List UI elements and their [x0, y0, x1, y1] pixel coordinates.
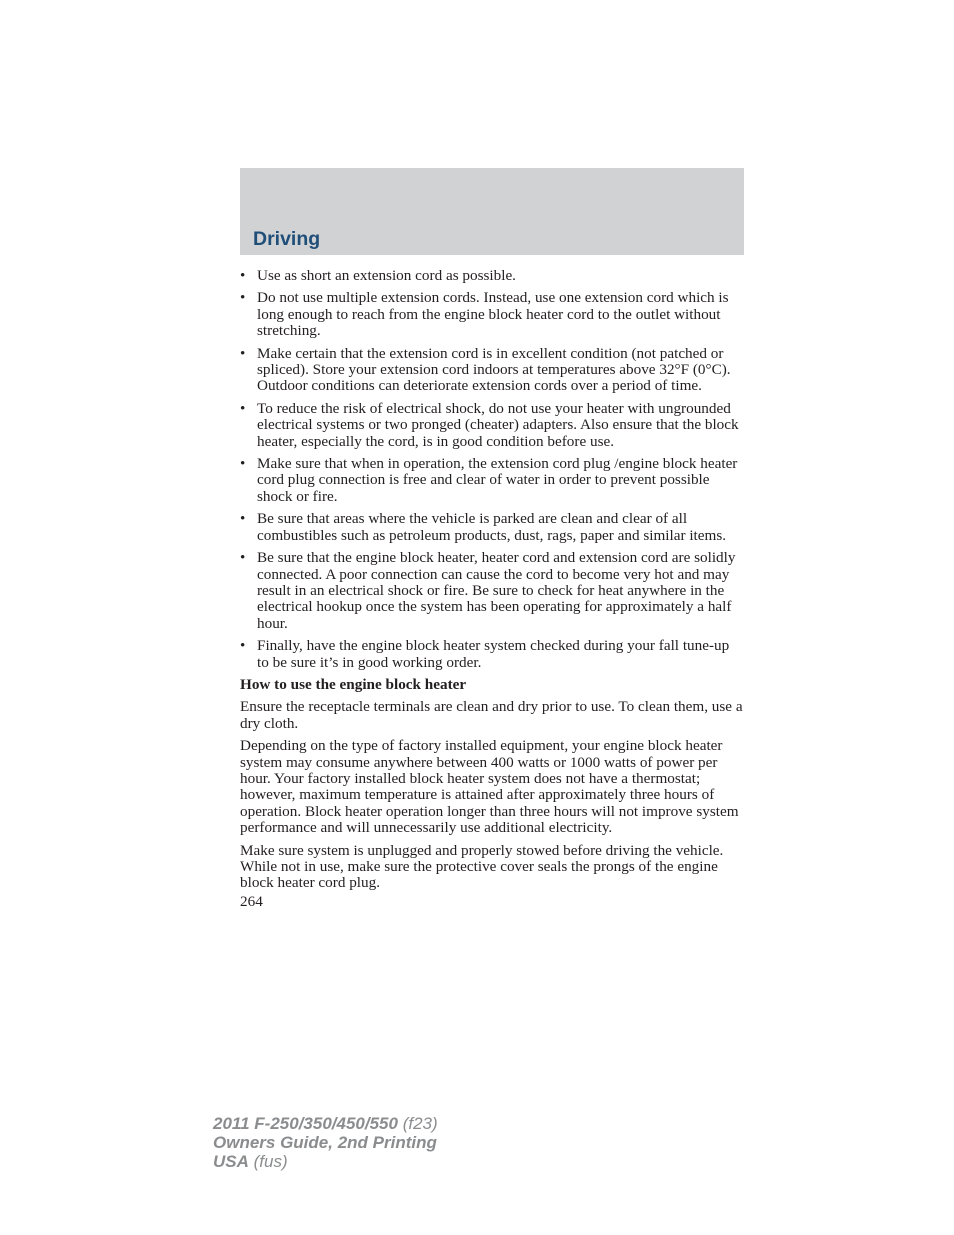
list-item	[240, 511, 744, 544]
bullet-icon: •	[240, 289, 246, 307]
bullet-icon: •	[240, 455, 246, 473]
bullet-list	[240, 268, 744, 671]
paragraph: Ensure the receptacle terminals are clean and dry prior to use. To clean them, use a dry cloth.	[240, 698, 743, 732]
page-content	[240, 268, 744, 910]
bullet-icon: •	[240, 344, 246, 362]
list-item	[240, 290, 744, 339]
list-item	[240, 401, 744, 450]
paragraph: Depending on the type of factory installed equipment, your engine block heater system may consume anywhere between 400 watts or 1000 watts of power per hour. Your factory installed block heater system does not have a thermostat; however, maximum temperature is attained after approximately three hours of operation. Block heater operation longer than three hours will not improve system performance and will unnecessarily use additional electricity.	[240, 737, 739, 837]
list-item-text: Make sure that when in operation, the extension cord plug /engine block heater cord plug connection is free and clear of water in order to prevent possible shock or fire.	[257, 455, 738, 505]
list-item	[240, 268, 744, 284]
paragraph: Make sure system is unplugged and properly stowed before driving the vehicle. While not in use, make sure the protective cover seals the prongs of the engine block heater cord plug.	[240, 841, 724, 892]
list-item-text: Finally, have the engine block heater system checked during your fall tune-up to be sure it’s in good working order.	[257, 637, 730, 671]
footer-line-guide	[213, 1133, 438, 1152]
bullet-icon: •	[240, 637, 246, 655]
list-item-text: To reduce the risk of electrical shock, do not use your heater with ungrounded electrical systems or two pronged (cheater) adapters. Also ensure that the block heater, especially the cord, is in good condition before use.	[257, 399, 739, 450]
footer-line-market	[213, 1152, 438, 1171]
subheading: How to use the engine block heater	[240, 675, 467, 693]
bullet-icon: •	[240, 399, 246, 417]
footer-market-code: (fus)	[253, 1152, 288, 1171]
page-number: 264	[240, 892, 263, 910]
document-footer	[213, 1114, 438, 1171]
footer-model: 2011 F-250/350/450/550	[213, 1114, 398, 1133]
list-item	[240, 550, 744, 632]
list-item-text: Be sure that areas where the vehicle is parked are clean and clear of all combustibles such as petroleum products, dust, rags, paper and similar items.	[257, 510, 727, 544]
list-item-text: Be sure that the engine block heater, heater cord and extension cord are solidly connected. A poor connection can cause the cord to become very hot and may result in an electrical shock or fire. Be sure to check for heat anywhere in the electrical hookup once the system has been operating for approximately a half hour.	[257, 549, 736, 632]
list-item-text: Use as short an extension cord as possible.	[257, 267, 516, 284]
bullet-icon: •	[240, 510, 246, 528]
bullet-icon: •	[240, 267, 246, 284]
section-title: Driving	[253, 228, 321, 250]
footer-guide: Owners Guide, 2nd Printing	[213, 1133, 437, 1152]
footer-model-code: (f23)	[402, 1114, 438, 1133]
list-item	[240, 456, 744, 505]
section-header-band	[240, 168, 744, 255]
bullet-icon: •	[240, 549, 246, 567]
list-item	[240, 638, 744, 671]
footer-market: USA	[213, 1152, 249, 1171]
list-item	[240, 346, 744, 395]
list-item-text: Make certain that the extension cord is in excellent condition (not patched or spliced). Store your extension cord indoors at temperatures above 32°F (0°C). Outdoor conditions can deteriorate extension cords over a period of time.	[257, 344, 731, 395]
list-item-text: Do not use multiple extension cords. Instead, use one extension cord which is long enough to reach from the engine block heater cord to the outlet without stretching.	[257, 289, 729, 340]
footer-line-model	[213, 1114, 438, 1133]
